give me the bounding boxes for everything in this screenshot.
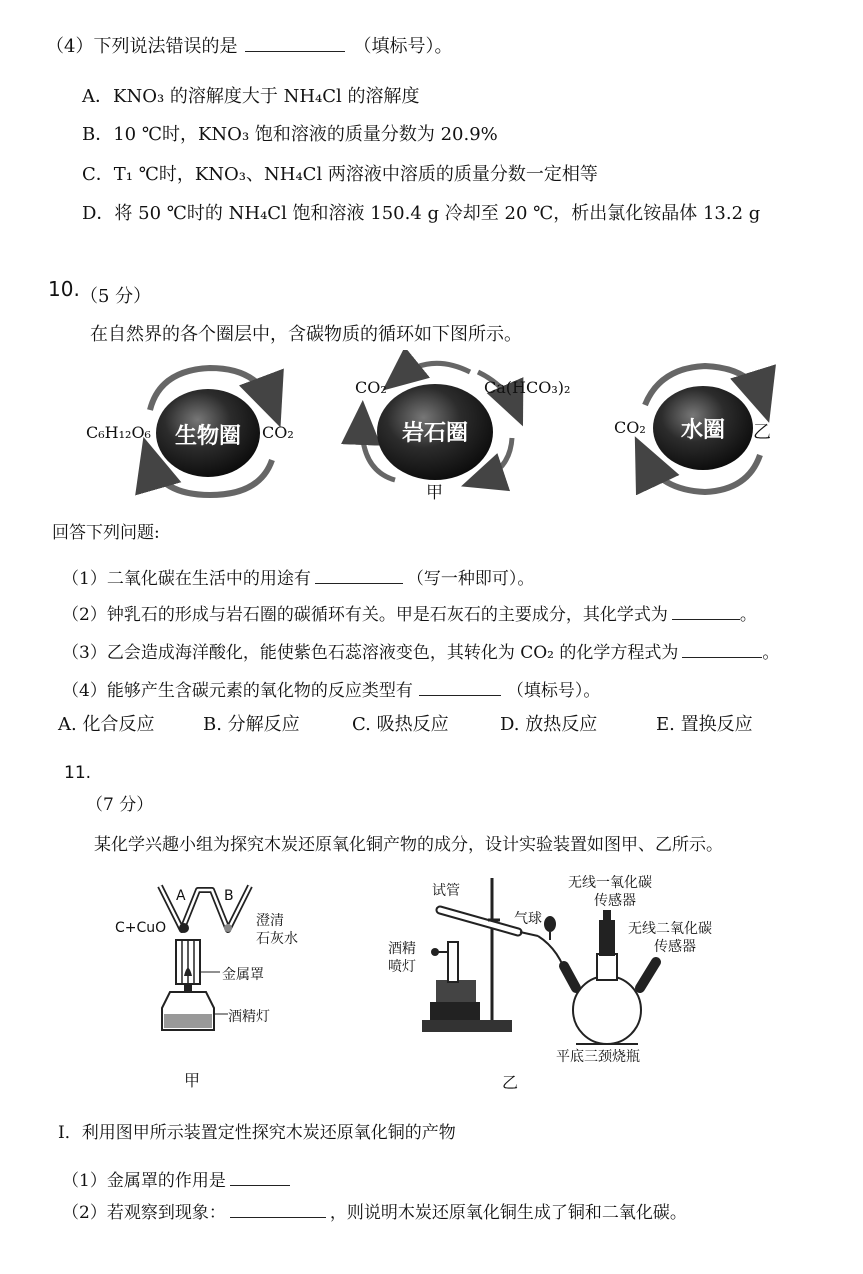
- yi-label-balloon: 气球: [514, 911, 542, 927]
- q10-sub4-blank[interactable]: [419, 680, 501, 696]
- q10-number: 10.: [48, 277, 80, 301]
- yi-label-co2-sensor1: 无线二氧化碳: [628, 921, 712, 937]
- yi-label-tube: 试管: [432, 883, 460, 899]
- hydrosphere-label: 水圈: [680, 418, 725, 443]
- q10-sub3-blank[interactable]: [682, 642, 762, 658]
- q11-sub1: [62, 1170, 290, 1192]
- yi-caption: 乙: [502, 1073, 519, 1092]
- water-left-formula: CO₂: [614, 418, 646, 437]
- yi-label-co2-sensor2: 传感器: [654, 939, 696, 955]
- rock-right-formula: Ca(HCO₃)₂: [484, 378, 571, 397]
- q9-option-c: C．T₁ ℃时，KNO₃、NH₄Cl 两溶液中溶质的质量分数一定相等: [82, 164, 598, 185]
- q11-part1-title: Ⅰ．利用图甲所示装置定性探究木炭还原氧化铜的产物: [58, 1123, 456, 1143]
- jia-label-b: B: [224, 888, 234, 904]
- apparatus-jia: [140, 880, 300, 1040]
- jia-label-limewater1: 澄清: [256, 913, 284, 929]
- q10-choice-b: B. 分解反应: [203, 714, 300, 735]
- q10-sub1: [62, 568, 534, 590]
- jia-label-lamp: 酒精灯: [228, 1009, 270, 1025]
- q10-sub4-before: （4）能够产生含碳元素的氧化物的反应类型有: [62, 681, 413, 701]
- q9-option-a: A．KNO₃ 的溶解度大于 NH₄Cl 的溶解度: [82, 86, 420, 107]
- q10-answer-prompt: 回答下列问题:: [52, 523, 160, 543]
- rock-bottom-label: 甲: [426, 483, 443, 503]
- q10-sub3: （3）乙会造成海洋酸化，能使紫色石蕊溶液变色，其转化为 CO₂ 的化学方程式为 。: [62, 643, 780, 663]
- jia-label-reactant: C+CuO: [115, 920, 167, 936]
- q10-sub1-before: （1）二氧化碳在生活中的用途有: [62, 569, 311, 589]
- q11-sub2-blank[interactable]: [230, 1202, 326, 1218]
- biosphere-label: 生物圈: [174, 424, 241, 449]
- q11-number: 11.: [64, 763, 92, 783]
- jia-caption: 甲: [184, 1071, 201, 1090]
- q10-sub4-after: （填标号）。: [506, 681, 601, 701]
- q10-sub1-after: （写一种即可）。: [406, 569, 535, 589]
- bio-left-formula: C₆H₁₂O₆: [86, 423, 151, 442]
- q10-choice-a: A. 化合反应: [58, 714, 155, 735]
- jia-label-limewater2: 石灰水: [256, 931, 298, 947]
- jia-label-a: A: [176, 888, 186, 904]
- q11-sub1-text: （1）金属罩的作用是: [62, 1171, 226, 1191]
- q10-sub2: （2）钟乳石的形成与岩石圈的碳循环有关。甲是石灰石的主要成分，其化学式为 。: [62, 605, 757, 625]
- q11-sub2-before: （2）若观察到现象：: [62, 1203, 226, 1223]
- jia-label-cover: 金属罩: [222, 967, 264, 983]
- yi-label-co-sensor2: 传感器: [594, 893, 636, 909]
- yi-label-burner2: 喷灯: [388, 959, 416, 975]
- yi-label-co-sensor1: 无线一氧化碳: [568, 875, 652, 891]
- q11-sub1-blank[interactable]: [230, 1170, 290, 1186]
- q10-intro: 在自然界的各个圈层中，含碳物质的循环如下图所示。: [90, 324, 522, 345]
- q10-choice-c: C. 吸热反应: [352, 714, 449, 735]
- q10-choice-e: E. 置换反应: [656, 714, 753, 735]
- q9-option-d: D．将 50 ℃时的 NH₄Cl 饱和溶液 150.4 g 冷却至 20 ℃，析出氯化铵晶体 13.2 g: [82, 203, 761, 224]
- q9-stem-before: （4）下列说法错误的是: [46, 36, 238, 57]
- q11-points: （7 分）: [86, 795, 154, 815]
- q9-answer-blank[interactable]: [245, 36, 345, 52]
- q10-sub2-text: （2）钟乳石的形成与岩石圈的碳循环有关。甲是石灰石的主要成分，其化学式为: [62, 605, 668, 625]
- rock-left-formula: CO₂: [355, 378, 387, 397]
- q10-sub3-text: （3）乙会造成海洋酸化，能使紫色石蕊溶液变色，其转化为 CO₂ 的化学方程式为: [62, 643, 679, 663]
- q10-choice-d: D. 放热反应: [500, 714, 598, 735]
- yi-label-burner1: 酒精: [388, 941, 416, 957]
- q11-sub2: [62, 1202, 687, 1224]
- bio-right-formula: CO₂: [262, 423, 294, 442]
- yi-label-flask: 平底三颈烧瓶: [556, 1049, 640, 1065]
- q9-part4-stem: [46, 36, 452, 58]
- q11-intro: 某化学兴趣小组为探究木炭还原氧化铜产物的成分，设计实验装置如图甲、乙所示。: [94, 835, 723, 855]
- q10-sub1-blank[interactable]: [315, 568, 403, 584]
- q9-option-b: B．10 ℃时，KNO₃ 饱和溶液的质量分数为 20.9%: [82, 124, 498, 145]
- q11-sub2-after: ，则说明木炭还原氧化铜生成了铜和二氧化碳。: [329, 1203, 687, 1223]
- water-right-label: 乙: [753, 422, 771, 443]
- q10-sub4: [62, 680, 600, 702]
- q9-stem-after: （填标号）。: [353, 36, 453, 57]
- q10-sub2-blank[interactable]: [672, 604, 740, 620]
- q10-points: （5 分）: [80, 286, 152, 307]
- lithosphere-label: 岩石圈: [401, 421, 468, 446]
